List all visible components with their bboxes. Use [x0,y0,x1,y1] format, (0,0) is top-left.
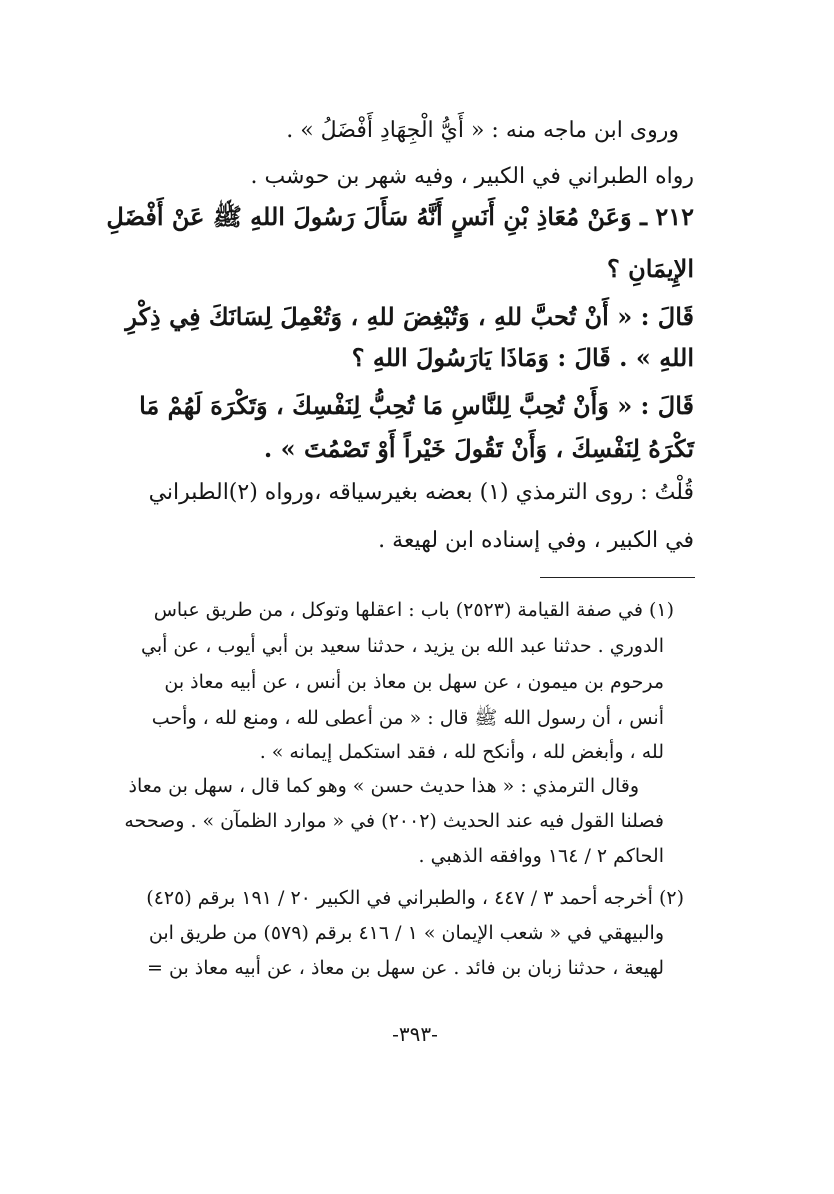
hadith-212-line1: ٢١٢ ـ وَعَنْ مُعَاذِ بْنِ أَنَسٍ أَنَّهُ سَأَلَ رَسُولَ اللهِ ﷺ عَنْ أَفْضَلِ [106,202,694,231]
footnote-separator [540,577,695,578]
footnote-1-line1: (١) في صفة القيامة (٢٥٢٣) باب : اعقلها وتوكل ، من طريق عباس [153,599,674,621]
hadith-answer2-line2: تَكْرَهُ لِنَفْسِكَ ، وَأَنْ تَقُولَ خَيْراً أَوْ تَصْمُتَ » . [263,434,694,463]
footnote-1-line2: الدوري . حدثنا عبد الله بن يزيد ، حدثنا سعيد بن أبي أيوب ، عن أبي [140,635,664,657]
qultu-line1: قُلْتُ : روى الترمذي (١) بعضه بغيرسياقه ،ورواه (٢)الطبراني [148,480,694,505]
text-line-tabarani: رواه الطبراني في الكبير ، وفيه شهر بن حوشب . [250,164,694,189]
hadith-answer1-line2: اللهِ » . قَالَ : وَمَاذَا يَارَسُولَ اللهِ ؟ [351,343,694,372]
qultu-line2: في الكبير ، وفي إسناده ابن لهيعة . [378,528,694,553]
hadith-answer2-line1: قَالَ : « وَأَنْ تُحِبَّ لِلنَّاسِ مَا تُحِبُّ لِنَفْسِكَ ، وَتَكْرَهَ لَهُمْ مَا [139,391,694,420]
page-number: -٣٩٣- [392,1022,438,1046]
footnote-1-line5: لله ، وأبغض لله ، وأنكح لله ، فقد استكمل إيمانه » . [259,741,664,763]
footnote-1-line7: فصلنا القول فيه عند الحديث (٢٠٠٢) في « موارد الظمآن » . وصححه [124,810,664,832]
footnote-2-line1: (٢) أخرجه أحمد ٣ / ٤٤٧ ، والطبراني في الكبير ٢٠ / ١٩١ برقم (٤٢٥) [146,887,684,909]
footnote-1-line8: الحاكم ٢ / ١٦٤ ووافقه الذهبي . [418,845,664,867]
footnote-1-line4: أنس ، أن رسول الله ﷺ قال : « من أعطى لله ، ومنع لله ، وأحب [151,707,664,729]
text-line-ibn-majah: وروى ابن ماجه منه : « أَيُّ الْجِهَادِ أَفْضَلُ » . [286,118,679,143]
hadith-212-line2: الإِيمَانِ ؟ [607,254,694,283]
footnote-2-line3: لهيعة ، حدثنا زبان بن فائد . عن سهل بن معاذ ، عن أبيه معاذ بن = [147,957,664,979]
footnote-2-line2: والبيهقي في « شعب الإيمان » ١ / ٤١٦ برقم (٥٧٩) من طريق ابن [148,922,664,944]
footnote-1-line3: مرحوم بن ميمون ، عن سهل بن معاذ بن أنس ، عن أبيه معاذ بن [164,671,664,693]
footnote-1-line6: وقال الترمذي : « هذا حديث حسن » وهو كما قال ، سهل بن معاذ [128,775,639,797]
hadith-answer1-line1: قَالَ : « أَنْ تُحبَّ للهِ ، وَتُبْغِضَ للهِ ، وَتُعْمِلَ لِسَانَكَ فِي ذِكْرِ [125,302,694,331]
